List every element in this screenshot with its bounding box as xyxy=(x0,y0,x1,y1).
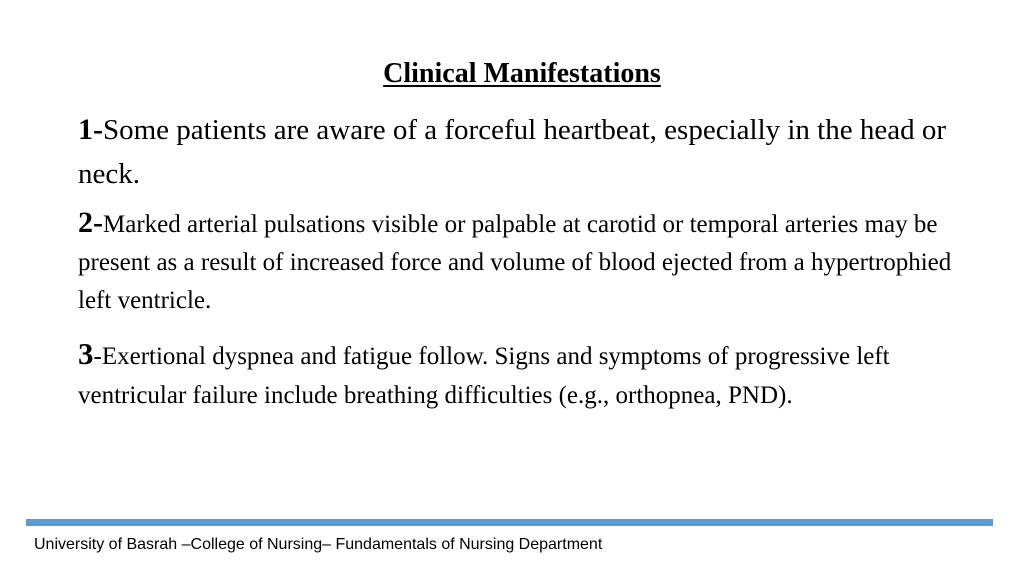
item-text: Marked arterial pulsations visible or palpable at carotid or temporal arteries may be present as a result of increased force and volume of blood ejected from a hypertrophied left ventricle. xyxy=(78,211,952,314)
manifestation-item-2 xyxy=(78,204,978,320)
item-number: 2- xyxy=(78,206,103,239)
item-text: Some patients are aware of a forceful heartbeat, especially in the head or neck. xyxy=(78,114,947,190)
item-number: 3 xyxy=(78,336,94,371)
item-number: 1- xyxy=(78,113,103,146)
manifestation-item-1 xyxy=(78,108,978,196)
slide-title: Clinical Manifestations xyxy=(383,58,661,89)
footer-text: University of Basrah –College of Nursing– Fundamentals of Nursing Department xyxy=(34,536,603,553)
item-text: -Exertional dyspnea and fatigue follow. Signs and symptoms of progressive left ventricular failure include breathing difficulties (e.g., orthopnea, PND). xyxy=(78,343,890,409)
manifestation-item-3 xyxy=(78,334,978,415)
footer-divider-bar xyxy=(26,519,993,526)
